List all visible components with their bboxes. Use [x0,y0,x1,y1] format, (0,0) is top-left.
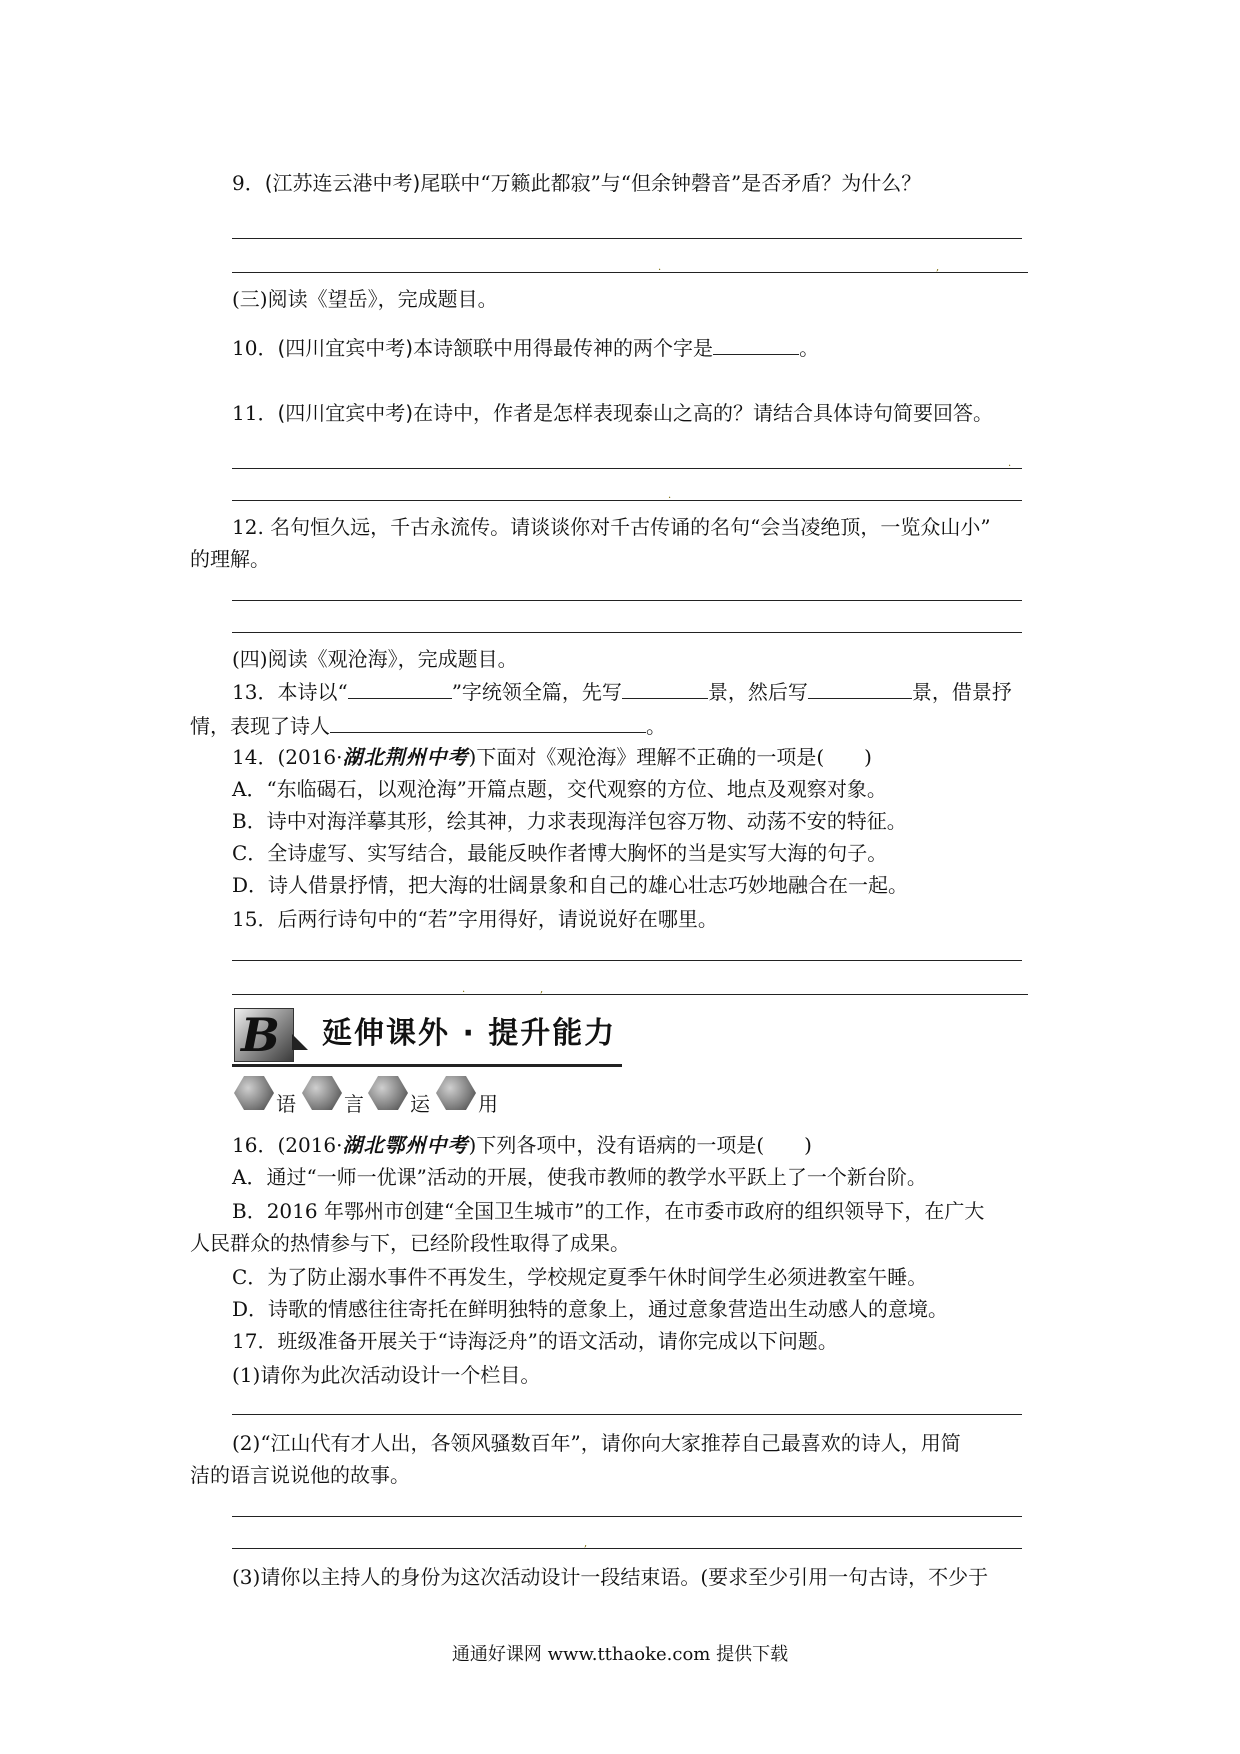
banner-title: 延伸课外 · 提升能力 [322,1016,617,1051]
question-17-part1: (1)请你为此次活动设计一个栏目。 [232,1363,541,1387]
question-12-line1: 12. 名句恒久远，千古永流传。请谈谈你对千古传诵的名句“会当凌绝顶，一览众山小” [232,515,991,539]
hexagon-icon [234,1076,274,1110]
answer-line[interactable] [232,1414,1022,1415]
section-banner [232,1006,624,1066]
fill-blank[interactable] [622,678,708,699]
banner-letter: B [241,1008,280,1062]
question-13-line2 [190,712,666,739]
question-13-line1 [232,678,1012,705]
question-source: (四川宜宾中考) [277,401,414,425]
option-b-line2[interactable]: 人民群众的热情参与下，已经阶段性取得了成果。 [190,1231,630,1255]
question-17-part2-line1: (2)“江山代有才人出，各领风骚数百年”，请你向大家推荐自己最喜欢的诗人，用简 [232,1431,961,1455]
option-a[interactable]: A．“东临碣石，以观沧海”开篇点题，交代观察的方位、地点及观察对象。 [232,777,887,801]
section-heading: (三)阅读《望岳》，完成题目。 [232,287,498,311]
answer-line[interactable] [232,632,1022,633]
question-10 [232,334,819,361]
answer-line[interactable] [232,238,1022,239]
question-number: 14．(2016· [232,745,343,769]
question-source: 湖北荆州中考 [342,745,469,769]
answer-line[interactable] [232,272,1028,273]
option-b-line1[interactable]: B．2016 年鄂州市创建“全国卫生城市”的工作，在市委市政府的组织领导下，在广大 [232,1199,985,1223]
q13-text: ”字统领全篇，先写 [451,680,622,704]
fill-blank[interactable] [713,334,799,355]
answer-line[interactable] [232,960,1022,961]
answer-line[interactable] [232,1548,1022,1549]
question-15: 15．后两行诗句中的“若”字用得好，请说说好在哪里。 [232,907,718,931]
option-a[interactable]: A．通过“一师一优课”活动的开展，使我市教师的教学水平跃上了一个新台阶。 [232,1165,927,1189]
question-number: 9． [232,171,265,195]
question-16 [232,1132,812,1158]
option-d[interactable]: D．诗人借景抒情，把大海的壮阔景象和自己的雄心壮志巧妙地融合在一起。 [232,873,909,897]
question-text: 在诗中，作者是怎样表现泰山之高的？请结合具体诗句简要回答。 [413,401,994,425]
question-text: 本诗颔联中用得最传神的两个字是 [413,336,714,360]
option-c[interactable]: C．全诗虚写、实写结合，最能反映作者博大胸怀的当是实写大海的句子。 [232,841,888,865]
paren-close: ) [864,745,872,769]
q13-text: 景，然后写 [707,680,808,704]
question-source: 湖北鄂州中考 [342,1133,469,1157]
fill-blank[interactable] [330,712,646,733]
mark-dot: , [584,1538,588,1549]
subsection-char: 语 [276,1092,296,1116]
question-17: 17．班级准备开展关于“诗海泛舟”的语文活动，请你完成以下问题。 [232,1329,838,1353]
answer-line[interactable] [232,468,1022,469]
question-source: (四川宜宾中考) [277,336,414,360]
question-text: )下面对《观沧海》理解不正确的一项是( [468,745,825,769]
answer-line[interactable] [232,994,1028,995]
hexagon-icon [368,1076,408,1110]
mark-dot: , [540,984,544,995]
question-17-part2-line2: 洁的语言说说他的故事。 [190,1463,410,1487]
section-heading: (四)阅读《观沧海》，完成题目。 [232,647,518,671]
question-14 [232,744,872,770]
hexagon-icon [436,1076,476,1110]
mark-dot: . [658,262,662,273]
banner-letter-badge [234,1008,294,1062]
option-c[interactable]: C．为了防止溺水事件不再发生，学校规定夏季午休时间学生必须进教室午睡。 [232,1265,928,1289]
question-number: 10． [232,336,278,360]
subsection-char: 言 [344,1092,364,1116]
hexagon-icon [302,1076,342,1110]
question-12-line2: 的理解。 [190,547,270,571]
fill-blank[interactable] [808,678,912,699]
question-number: 16．(2016· [232,1133,343,1157]
banner-arrow-icon [292,1034,308,1050]
q13-text: 景，借景抒 [911,680,1012,704]
question-text: 尾联中“万籁此都寂”与“但余钟磬音”是否矛盾？为什么？ [420,171,922,195]
mark-dot: . [1008,458,1012,469]
question-17-part3: (3)请你以主持人的身份为这次活动设计一段结束语。(要求至少引用一句古诗，不少于 [232,1565,989,1589]
mark-dot: . [668,490,672,501]
question-end: 。 [799,336,820,360]
question-text: )下列各项中，没有语病的一项是( [468,1133,765,1157]
q13-text: 13．本诗以“ [232,680,348,704]
question-11 [232,400,993,426]
subsection-char: 运 [410,1092,430,1116]
mark-dot: , [936,262,940,273]
question-source: (江苏连云港中考) [264,171,421,195]
subsection-char: 用 [478,1092,498,1116]
answer-line[interactable] [232,600,1022,601]
question-number: 11． [232,401,278,425]
q13-text: 情，表现了诗人 [190,714,330,738]
page-footer: 通通好课网 www.tthaoke.com 提供下载 [451,1644,789,1665]
option-b[interactable]: B．诗中对海洋摹其形，绘其神，力求表现海洋包容万物、动荡不安的特征。 [232,809,907,833]
option-d[interactable]: D．诗歌的情感往往寄托在鲜明独特的意象上，通过意象营造出生动感人的意境。 [232,1297,949,1321]
question-9 [232,170,921,196]
mark-dot: . [462,984,466,995]
q13-text: 。 [646,714,666,738]
fill-blank[interactable] [348,678,452,699]
answer-line[interactable] [232,1516,1022,1517]
answer-line[interactable] [232,500,1022,501]
paren-close: ) [804,1133,812,1157]
banner-underline [232,1064,622,1067]
